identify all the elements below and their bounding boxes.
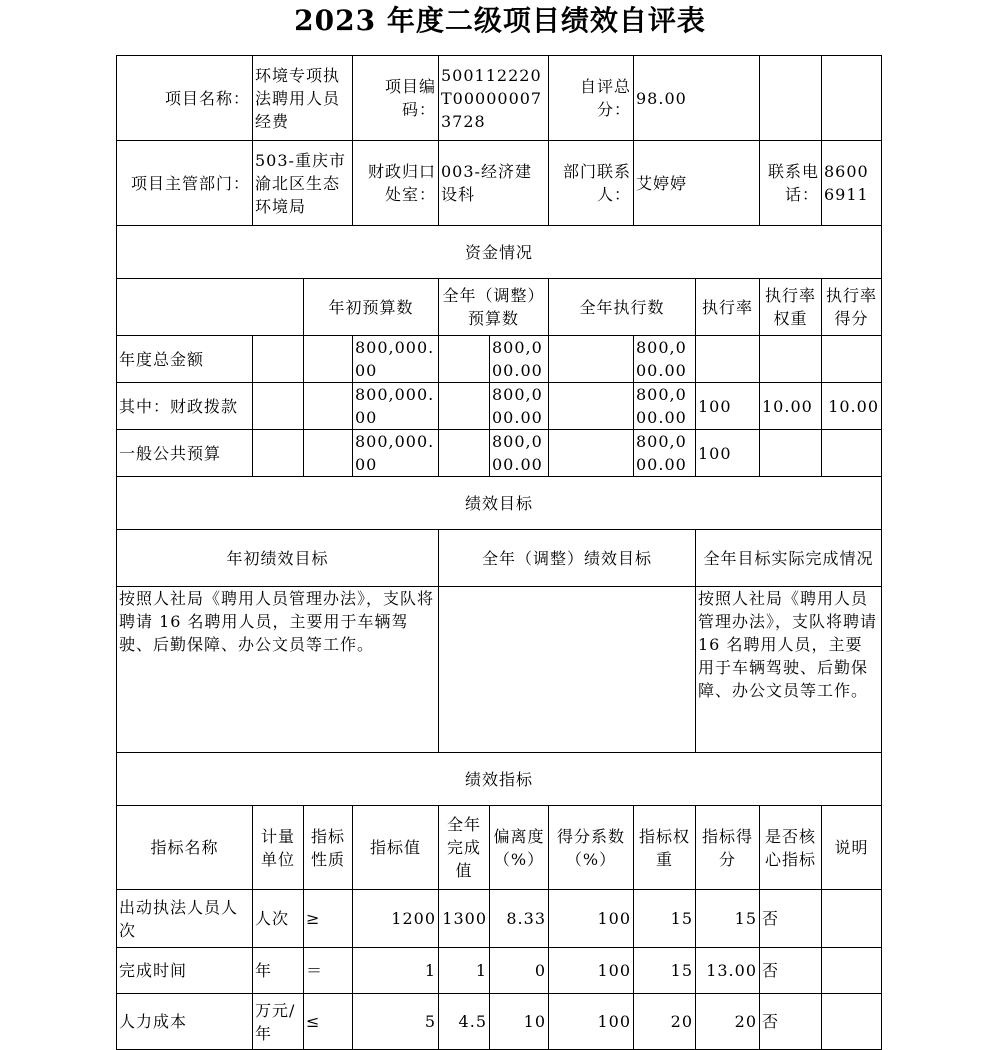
finance-office-label: 财政归口处室： — [353, 141, 439, 226]
ind-deviation: 8.33 — [490, 890, 549, 948]
ind-unit: 万元/年 — [253, 994, 304, 1050]
goals-initial-text: 按照人社局《聘用人员管理办法》，支队将聘请 16 名聘用人员，主要用于车辆驾驶、后勤保障、办公文员等工作。 — [117, 587, 439, 753]
funds-header-rate: 执行率 — [696, 279, 760, 336]
goals-header-initial: 年初绩效目标 — [117, 530, 439, 587]
funds-row-weight — [760, 430, 822, 477]
empty-cell — [253, 430, 304, 477]
ind-value: 1 — [353, 948, 439, 994]
ind-header-note: 说明 — [822, 806, 882, 890]
ind-header-coef: 得分系数（%） — [549, 806, 634, 890]
info-row-1 — [117, 56, 882, 141]
goals-header-row — [117, 530, 882, 587]
ind-score: 20 — [696, 994, 760, 1050]
empty-cell — [117, 279, 304, 336]
ind-nature: ≤ — [304, 994, 353, 1050]
ind-value: 5 — [353, 994, 439, 1050]
ind-header-actual: 全年完成值 — [439, 806, 490, 890]
dept-label: 项目主管部门： — [117, 141, 253, 226]
funds-row-weight — [760, 336, 822, 383]
ind-deviation: 0 — [490, 948, 549, 994]
funds-row-score — [822, 430, 882, 477]
ind-header-weight: 指标权重 — [634, 806, 696, 890]
project-code-value: 500112220T000000073728 — [439, 56, 549, 141]
phone-label: 联系电话： — [760, 141, 822, 226]
empty-cell — [549, 383, 634, 430]
funds-row-initial: 800,000.00 — [353, 383, 439, 430]
empty-cell — [439, 383, 490, 430]
project-name-label: 项目名称： — [117, 56, 253, 141]
indicators-section-title: 绩效指标 — [117, 753, 882, 806]
goals-header-actual: 全年目标实际完成情况 — [696, 530, 882, 587]
funds-row-score: 10.00 — [822, 383, 882, 430]
empty-cell — [760, 56, 822, 141]
funds-row-rate: 100 — [696, 430, 760, 477]
page-title: 2023 年度二级项目绩效自评表 — [294, 4, 706, 37]
goals-section-title: 绩效目标 — [117, 477, 882, 530]
empty-cell — [253, 336, 304, 383]
ind-name: 完成时间 — [117, 948, 253, 994]
ind-nature: ≥ — [304, 890, 353, 948]
empty-cell — [439, 430, 490, 477]
ind-value: 1200 — [353, 890, 439, 948]
goals-section-row — [117, 477, 882, 530]
self-score-value: 98.00 — [634, 56, 760, 141]
empty-cell — [439, 336, 490, 383]
ind-coef: 100 — [549, 994, 634, 1050]
ind-coef: 100 — [549, 948, 634, 994]
funds-row-name: 年度总金额 — [117, 336, 253, 383]
ind-coef: 100 — [549, 890, 634, 948]
goals-adjusted-text — [439, 587, 696, 753]
funds-row-name: 一般公共预算 — [117, 430, 253, 477]
funds-row — [117, 430, 882, 477]
ind-unit: 人次 — [253, 890, 304, 948]
funds-row — [117, 336, 882, 383]
funds-row-name: 其中：财政拨款 — [117, 383, 253, 430]
ind-score: 13.00 — [696, 948, 760, 994]
indicators-header-row — [117, 806, 882, 890]
ind-name: 出动执法人员人次 — [117, 890, 253, 948]
ind-note — [822, 948, 882, 994]
funds-header-adjusted: 全年（调整）预算数 — [439, 279, 549, 336]
funds-header-executed: 全年执行数 — [549, 279, 696, 336]
empty-cell — [822, 56, 882, 141]
ind-header-name: 指标名称 — [117, 806, 253, 890]
funds-row-initial: 800,000.00 — [353, 430, 439, 477]
goals-content-row — [117, 587, 882, 753]
ind-actual: 1 — [439, 948, 490, 994]
funds-row — [117, 383, 882, 430]
empty-cell — [304, 430, 353, 477]
funds-header-score: 执行率得分 — [822, 279, 882, 336]
ind-nature: ＝ — [304, 948, 353, 994]
ind-actual: 1300 — [439, 890, 490, 948]
funds-row-weight: 10.00 — [760, 383, 822, 430]
self-score-label: 自评总分： — [549, 56, 634, 141]
funds-row-adjusted: 800,000.00 — [490, 383, 549, 430]
phone-value: 86006911 — [822, 141, 882, 226]
ind-note — [822, 994, 882, 1050]
ind-header-nature: 指标性质 — [304, 806, 353, 890]
ind-header-unit: 计量单位 — [253, 806, 304, 890]
ind-note — [822, 890, 882, 948]
ind-weight: 15 — [634, 890, 696, 948]
indicators-section-row — [117, 753, 882, 806]
empty-cell — [549, 336, 634, 383]
funds-row-adjusted: 800,000.00 — [490, 430, 549, 477]
funds-row-score — [822, 336, 882, 383]
ind-deviation: 10 — [490, 994, 549, 1050]
project-name-value: 环境专项执法聘用人员经费 — [253, 56, 353, 141]
empty-cell — [304, 383, 353, 430]
ind-score: 15 — [696, 890, 760, 948]
funds-section-row — [117, 226, 882, 279]
goals-header-adjusted: 全年（调整）绩效目标 — [439, 530, 696, 587]
funds-row-adjusted: 800,000.00 — [490, 336, 549, 383]
empty-cell — [549, 430, 634, 477]
funds-row-rate — [696, 336, 760, 383]
finance-office-value: 003-经济建设科 — [439, 141, 549, 226]
ind-header-value: 指标值 — [353, 806, 439, 890]
ind-header-core: 是否核心指标 — [760, 806, 822, 890]
funds-header-row — [117, 279, 882, 336]
ind-header-deviation: 偏离度（%） — [490, 806, 549, 890]
empty-cell — [304, 336, 353, 383]
indicator-row — [117, 890, 882, 948]
empty-cell — [253, 383, 304, 430]
funds-row-executed: 800,000.00 — [634, 383, 696, 430]
indicator-row — [117, 948, 882, 994]
info-row-2 — [117, 141, 882, 226]
funds-row-executed: 800,000.00 — [634, 430, 696, 477]
ind-core: 否 — [760, 890, 822, 948]
contact-value: 艾婷婷 — [634, 141, 760, 226]
goals-actual-text: 按照人社局《聘用人员管理办法》，支队将聘请 16 名聘用人员，主要用于车辆驾驶、后勤保障、办公文员等工作。 — [696, 587, 882, 753]
ind-header-score: 指标得分 — [696, 806, 760, 890]
funds-section-title: 资金情况 — [117, 226, 882, 279]
indicator-row — [117, 994, 882, 1050]
dept-value: 503-重庆市渝北区生态环境局 — [253, 141, 353, 226]
funds-row-rate: 100 — [696, 383, 760, 430]
funds-row-executed: 800,000.00 — [634, 336, 696, 383]
ind-name: 人力成本 — [117, 994, 253, 1050]
contact-label: 部门联系人： — [549, 141, 634, 226]
funds-row-initial: 800,000.00 — [353, 336, 439, 383]
funds-header-initial: 年初预算数 — [304, 279, 439, 336]
evaluation-table — [116, 55, 882, 1050]
ind-weight: 20 — [634, 994, 696, 1050]
funds-header-weight: 执行率权重 — [760, 279, 822, 336]
ind-unit: 年 — [253, 948, 304, 994]
ind-actual: 4.5 — [439, 994, 490, 1050]
ind-weight: 15 — [634, 948, 696, 994]
project-code-label: 项目编码： — [353, 56, 439, 141]
ind-core: 否 — [760, 948, 822, 994]
ind-core: 否 — [760, 994, 822, 1050]
